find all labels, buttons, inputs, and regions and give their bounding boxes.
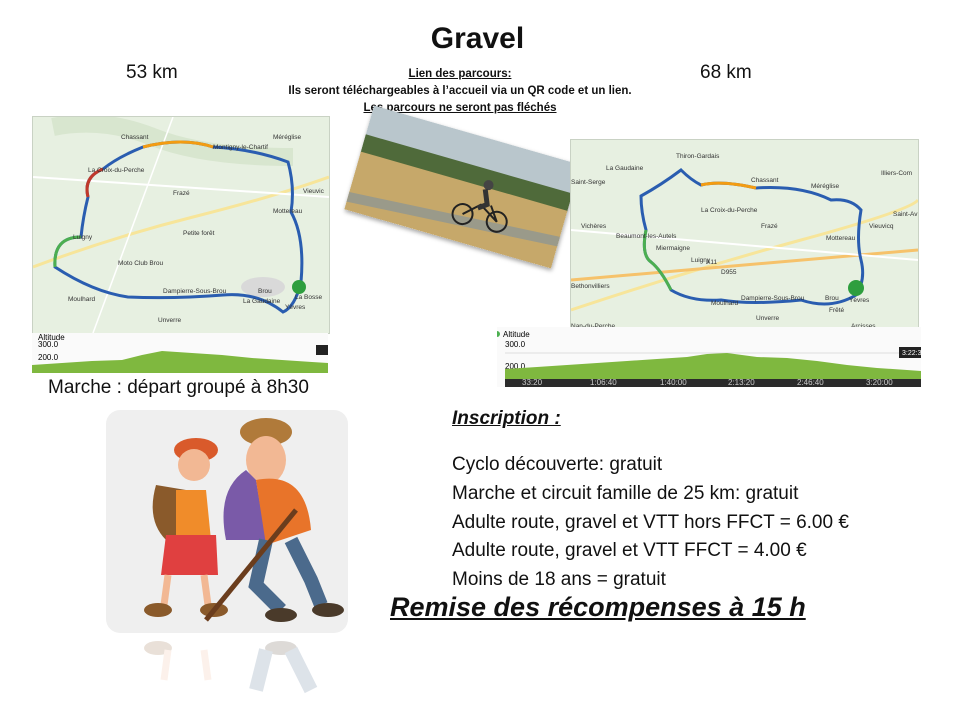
walk-departure: Marche : départ groupé à 8h30 [48,377,309,398]
right-route-distance: 68 km [700,62,752,83]
map-place: Dampierre-Sous-Brou [741,295,805,302]
map-place: Moulhard [68,296,96,303]
map-place: La Gaudaine [606,165,644,172]
map-place: Brou [825,295,839,302]
map-place: Chassant [121,134,149,141]
hikers-reflection [106,640,348,714]
right-route-map[interactable] [570,139,919,334]
inscription-title: Inscription : [452,408,561,429]
map-place: Bethonvilliers [571,283,610,290]
links-line-1: Ils seront téléchargeables à l’accueil via un QR code et un lien. [288,85,632,97]
elevation-time: 3:22:3 [902,350,921,357]
links-notice [200,66,720,117]
map-place: Méréglise [811,183,840,190]
inscription-item: Adulte route, gravel et VTT hors FFCT = 6.00 € [452,511,849,533]
map-place: Frêté [829,307,845,314]
map-place: La Croix-du-Perche [701,207,758,214]
map-place: Montigny-le-Chartif [213,144,268,151]
map-place: La Croix-du-Perche [88,167,145,174]
map-place: Thiron-Gardais [676,153,720,160]
inscription-list [452,451,849,595]
map-place: Frazé [761,223,778,230]
left-route-map[interactable] [32,116,330,334]
elevation-label: Altitude [503,330,530,339]
map-place: La Gaudaine [243,298,281,305]
map-place: Chassant [751,177,779,184]
map-place: Petite forêt [183,230,215,237]
map-place: Mottereau [826,235,856,242]
awards-notice: Remise des récompenses à 15 h [390,592,806,622]
map-place: Moto Club Brou [118,260,164,267]
map-place: Unverre [158,317,182,324]
inscription-item: Marche et circuit famille de 25 km: gratuit [452,482,799,504]
map-place: Yèvres [285,304,306,311]
map-place: Méréglise [273,134,302,141]
start-marker-icon [292,280,306,294]
map-place: Illiers-Com [881,170,913,177]
map-place: La Bosse [295,294,323,301]
map-place: Beaumont-les-Autels [616,233,677,240]
time-axis-tick: 3:20:00 [866,378,893,387]
map-place: Luigny [691,257,711,264]
map-place: Vichères [581,223,607,230]
map-place: Brou [258,288,272,295]
inscription-item: Adulte route, gravel et VTT FFCT = 4.00 € [452,540,807,562]
elevation-tick: 300.0 [38,340,59,349]
left-route-distance: 53 km [126,62,178,83]
elevation-tick: 300.0 [505,340,526,349]
map-place: Vieuvicq [869,223,894,230]
time-axis-tick: 33:20 [522,378,543,387]
inscription-item: Moins de 18 ans = gratuit [452,569,666,591]
map-place: Mottereau [273,208,303,215]
map-place: Vieuvic [303,188,324,195]
elevation-tick: 200.0 [505,362,526,371]
right-elevation-profile[interactable] [497,327,921,387]
map-road: A11 [706,259,718,266]
hikers-illustration [106,410,348,633]
map-place: Miermaigne [656,245,690,252]
inscription-item: Cyclo découverte: gratuit [452,454,663,475]
map-place: Unverre [756,315,780,322]
time-axis-tick: 2:46:40 [797,378,824,387]
map-place: Dampierre-Sous-Brou [163,288,227,295]
map-place: Luigny [73,234,93,241]
start-marker-icon [848,280,864,296]
map-place: Frazé [173,190,190,197]
map-road: D955 [721,269,737,276]
map-place: Saint-Av [893,211,918,218]
time-axis-tick: 1:40:00 [660,378,687,387]
elevation-label: Altitude [38,333,65,342]
elevation-tick: 200.0 [38,353,59,362]
time-axis-tick: 1:06:40 [590,378,617,387]
links-line-2: Les parcours ne seront pas fléchés [363,102,557,114]
cyclist-photo [344,105,580,268]
map-place: Saint-Serge [571,179,606,186]
left-elevation-profile[interactable] [32,333,328,373]
links-heading: Lien des parcours: [408,68,512,80]
map-place: Yèvres [849,297,870,304]
page-title: Gravel [430,22,525,55]
time-axis-tick: 2:13:20 [728,378,755,387]
map-place: Moulhard [711,300,739,307]
